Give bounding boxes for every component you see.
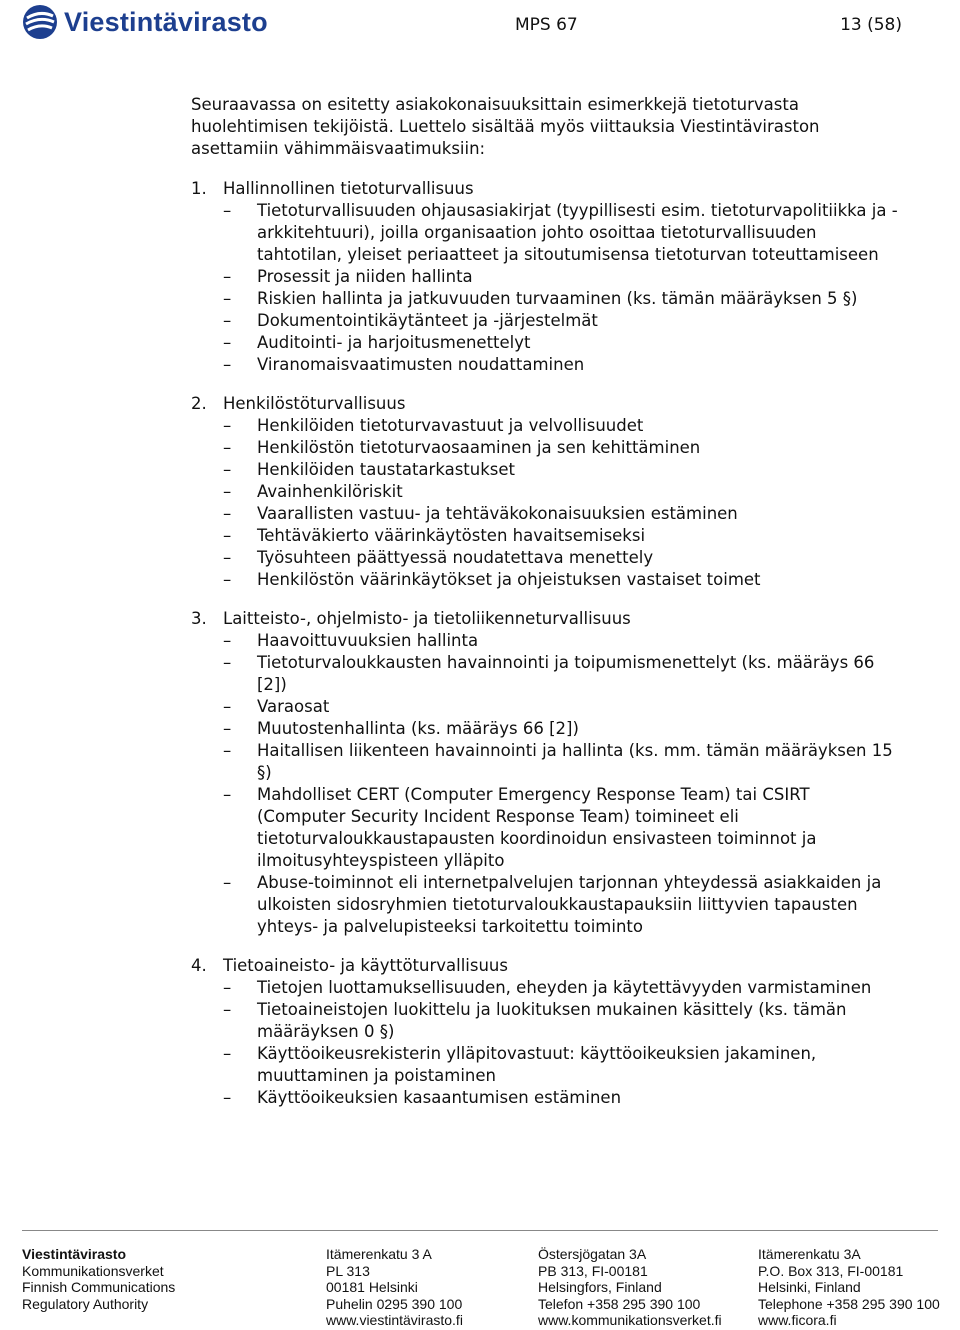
dash-bullet-icon: –	[223, 311, 232, 330]
list-item-text: Käyttöoikeuksien kasaantumisen estäminen	[257, 1088, 622, 1107]
list-item	[191, 503, 901, 525]
header-logo	[22, 4, 268, 40]
list-item	[191, 288, 901, 310]
section	[191, 393, 901, 591]
list-item-text: Viranomaisvaatimusten noudattaminen	[257, 355, 585, 374]
dash-bullet-icon: –	[223, 460, 232, 479]
dash-bullet-icon: –	[223, 631, 232, 650]
footer-link[interactable]: www.ficora.fi	[758, 1312, 837, 1329]
dash-bullet-icon: –	[223, 1000, 232, 1019]
dash-bullet-icon: –	[223, 526, 232, 545]
dash-bullet-icon: –	[223, 741, 232, 760]
bullet-list	[191, 977, 901, 1109]
org-logo-text: Viestintävirasto	[64, 6, 268, 37]
dash-bullet-icon: –	[223, 333, 232, 352]
list-item	[191, 459, 901, 481]
list-item	[191, 872, 901, 938]
section-number: 4.	[191, 956, 207, 975]
bullet-list	[191, 200, 901, 376]
list-item	[191, 569, 901, 591]
section-title: Laitteisto-, ohjelmisto- ja tietoliikenneturvallisuus	[223, 609, 631, 628]
dash-bullet-icon: –	[223, 1044, 232, 1063]
footer-line: Telefon +358 295 390 100	[538, 1295, 701, 1312]
list-item	[191, 784, 901, 872]
dash-bullet-icon: –	[223, 482, 232, 501]
footer-link[interactable]: www.kommunikationsverket.fi	[538, 1312, 722, 1329]
section-list	[191, 178, 901, 1109]
document-id: MPS 67	[515, 15, 578, 35]
list-item	[191, 718, 901, 740]
list-item-text: Abuse-toiminnot eli internetpalvelujen tarjonnan yhteydessä asiakkaiden ja ulkoisten sidosryhmien tietoturvaloukkaustapauksiin liittyvien tapausten yhteys- ja palvelupisteeksi tarkoitettu toiminto	[257, 873, 882, 936]
list-item-text: Tietoturvaloukkausten havainnointi ja toipumismenettelyt (ks. määräys 66 [2])	[257, 653, 875, 694]
dash-bullet-icon: –	[223, 1088, 232, 1107]
section-heading	[191, 178, 901, 200]
list-item-text: Henkilöstön tietoturvaosaaminen ja sen kehittäminen	[257, 438, 701, 457]
section-heading	[191, 955, 901, 977]
list-item	[191, 481, 901, 503]
footer-line: P.O. Box 313, FI-00181	[758, 1262, 904, 1279]
footer-line: PL 313	[326, 1262, 370, 1279]
list-item	[191, 332, 901, 354]
list-item-text: Työsuhteen päättyessä noudatettava menettely	[257, 548, 654, 567]
dash-bullet-icon: –	[223, 438, 232, 457]
list-item-text: Tietoaineistojen luokittelu ja luokituksen mukainen käsittely (ks. tämän määräyksen 0 §)	[257, 1000, 847, 1041]
bullet-list	[191, 415, 901, 591]
section-title: Hallinnollinen tietoturvallisuus	[223, 179, 474, 198]
list-item-text: Tietoturvallisuuden ohjausasiakirjat (tyypillisesti esim. tietoturvapolitiikka ja -arkkitehtuuri), joilla organisaation johto osoittaa tietoturvallisuuden tahtotilan, yleiset periaatteet ja sitoutumisensa tietoturvan toteuttamiseen	[257, 201, 898, 264]
list-item-text: Mahdolliset CERT (Computer Emergency Response Team) tai CSIRT (Computer Security Incident Response Team) toimineet eli tietoturvaloukkaustapausten koordinoidun ensivasteen toiminnot ja ilmoitusyhteyspisteen ylläpito	[257, 785, 817, 870]
footer-line: Östersjögatan 3A	[538, 1246, 647, 1262]
dash-bullet-icon: –	[223, 719, 232, 738]
footer-line: Regulatory Authority	[22, 1295, 149, 1312]
footer-col-fi	[326, 1246, 463, 1329]
list-item-text: Dokumentointikäytänteet ja -järjestelmät	[257, 311, 598, 330]
list-item-text: Käyttöoikeusrekisterin ylläpitovastuut: käyttöoikeuksien jakaminen, muuttaminen ja poistaminen	[257, 1044, 817, 1085]
list-item-text: Henkilöstön väärinkäytökset ja ohjeistuksen vastaiset toimet	[257, 570, 761, 589]
footer-col-sv	[538, 1246, 722, 1329]
list-item	[191, 630, 901, 652]
list-item	[191, 415, 901, 437]
list-item	[191, 525, 901, 547]
section-number: 2.	[191, 394, 207, 413]
list-item-text: Prosessit ja niiden hallinta	[257, 267, 473, 286]
list-item-text: Riskien hallinta ja jatkuvuuden turvaaminen (ks. tämän määräyksen 5 §)	[257, 289, 858, 308]
dash-bullet-icon: –	[223, 548, 232, 567]
intro-paragraph: Seuraavassa on esitetty asiakokonaisuuksittain esimerkkejä tietoturvasta huolehtimisen tekijöistä. Luettelo sisältää myös viittauksia Viestintäviraston asettamiin vähimmäisvaatimuksiin:	[191, 95, 820, 158]
list-item-text: Haitallisen liikenteen havainnointi ja hallinta (ks. mm. tämän määräyksen 15 §)	[257, 741, 893, 782]
section-title: Tietoaineisto- ja käyttöturvallisuus	[223, 956, 508, 975]
footer-line: Kommunikationsverket	[22, 1262, 164, 1279]
list-item	[191, 977, 901, 999]
list-item	[191, 354, 901, 376]
footer-line: Finnish Communications	[22, 1279, 176, 1296]
section	[191, 178, 901, 376]
section	[191, 608, 901, 938]
footer-line: Puhelin 0295 390 100	[326, 1295, 463, 1312]
footer-line: Viestintävirasto	[22, 1246, 127, 1262]
dash-bullet-icon: –	[223, 289, 232, 308]
section-heading	[191, 608, 901, 630]
section-heading	[191, 393, 901, 415]
dash-bullet-icon: –	[223, 570, 232, 589]
list-item	[191, 200, 901, 266]
bullet-list	[191, 630, 901, 938]
list-item	[191, 1087, 901, 1109]
dash-bullet-icon: –	[223, 697, 232, 716]
list-item	[191, 652, 901, 696]
footer-link[interactable]: www.viestintävirasto.fi	[326, 1312, 463, 1329]
footer-line: Helsingfors, Finland	[538, 1279, 662, 1296]
dash-bullet-icon: –	[223, 978, 232, 997]
page-number: 13 (58)	[840, 15, 902, 35]
footer-line: Helsinki, Finland	[758, 1279, 861, 1296]
logo-emblem-icon	[22, 4, 58, 40]
footer-line: Itämerenkatu 3A	[758, 1246, 861, 1262]
dash-bullet-icon: –	[223, 873, 232, 892]
footer-line: 00181 Helsinki	[326, 1279, 418, 1296]
footer-divider	[22, 1230, 938, 1231]
list-item	[191, 266, 901, 288]
dash-bullet-icon: –	[223, 201, 232, 220]
document-body	[191, 94, 901, 1126]
list-item-text: Avainhenkilöriskit	[257, 482, 403, 501]
list-item	[191, 999, 901, 1043]
section	[191, 955, 901, 1109]
dash-bullet-icon: –	[223, 355, 232, 374]
dash-bullet-icon: –	[223, 785, 232, 804]
list-item	[191, 740, 901, 784]
list-item	[191, 696, 901, 718]
list-item-text: Tehtäväkierto väärinkäytösten havaitsemiseksi	[257, 526, 646, 545]
section-number: 1.	[191, 179, 207, 198]
dash-bullet-icon: –	[223, 504, 232, 523]
section-title: Henkilöstöturvallisuus	[223, 394, 406, 413]
footer-col-en	[758, 1246, 940, 1329]
dash-bullet-icon: –	[223, 416, 232, 435]
list-item	[191, 437, 901, 459]
list-item-text: Auditointi- ja harjoitusmenettelyt	[257, 333, 531, 352]
section-number: 3.	[191, 609, 207, 628]
list-item-text: Vaarallisten vastuu- ja tehtäväkokonaisuuksien estäminen	[257, 504, 738, 523]
list-item-text: Varaosat	[257, 697, 330, 716]
dash-bullet-icon: –	[223, 653, 232, 672]
footer-line: Itämerenkatu 3 A	[326, 1246, 432, 1262]
list-item	[191, 1043, 901, 1087]
list-item-text: Henkilöiden taustatarkastukset	[257, 460, 515, 479]
list-item	[191, 310, 901, 332]
dash-bullet-icon: –	[223, 267, 232, 286]
footer-line: Telephone +358 295 390 100	[758, 1295, 940, 1312]
list-item	[191, 547, 901, 569]
footer-col-org	[22, 1246, 175, 1312]
footer-line: PB 313, FI-00181	[538, 1262, 648, 1279]
list-item-text: Muutostenhallinta (ks. määräys 66 [2])	[257, 719, 579, 738]
list-item-text: Tietojen luottamuksellisuuden, eheyden ja käytettävyyden varmistaminen	[257, 978, 872, 997]
list-item-text: Haavoittuvuuksien hallinta	[257, 631, 479, 650]
list-item-text: Henkilöiden tietoturvavastuut ja velvollisuudet	[257, 416, 644, 435]
